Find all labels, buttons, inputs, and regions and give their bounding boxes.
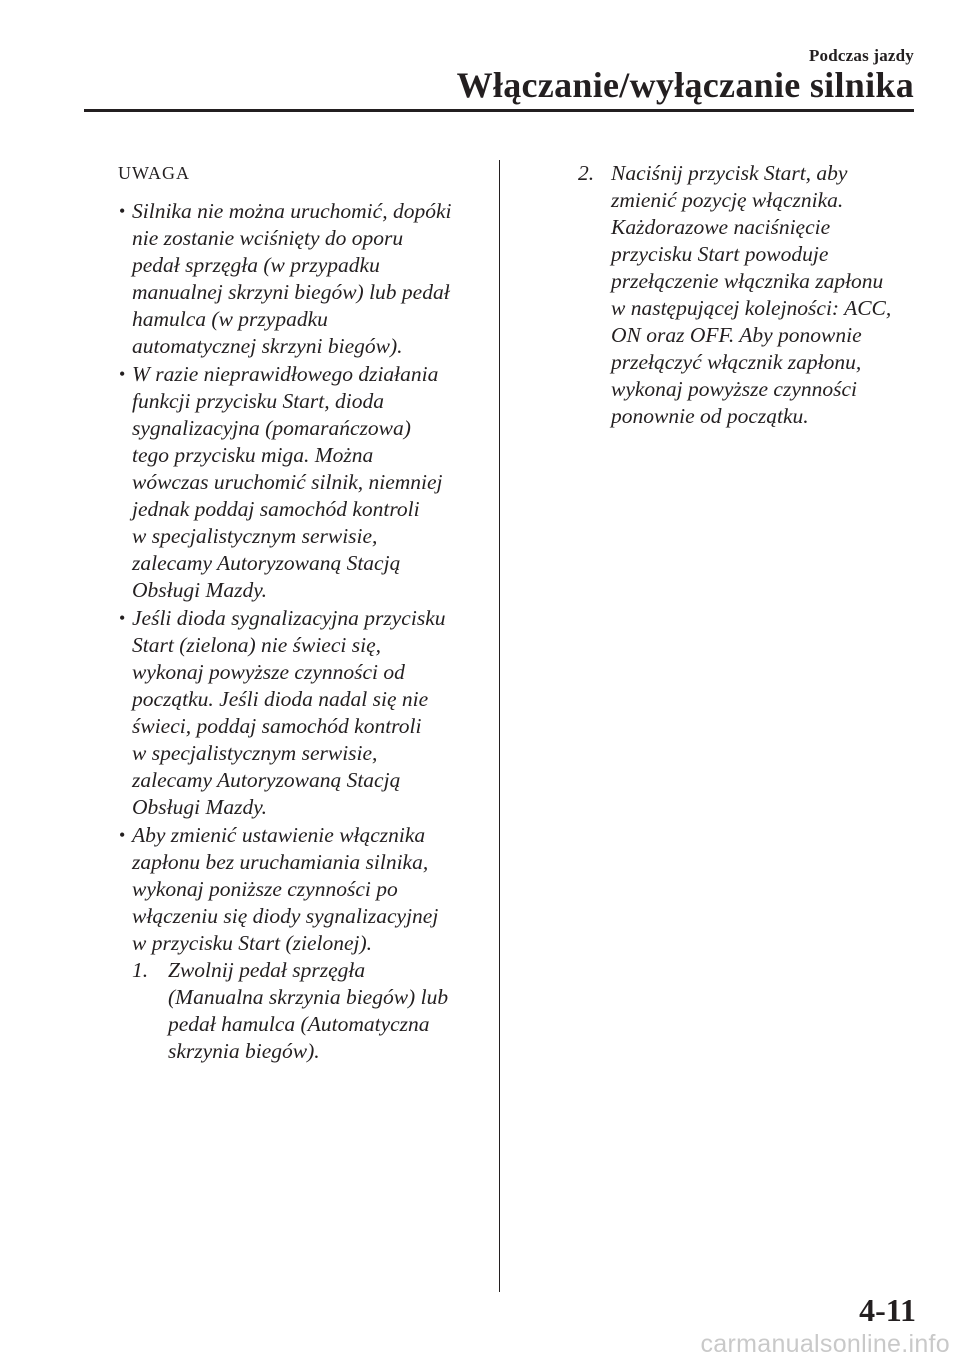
text-line: skrzynia biegów). (168, 1039, 320, 1063)
text-line: świeci, poddaj samochód kontroli (132, 714, 422, 738)
text-line: manualnej skrzyni biegów) lub pedał (132, 280, 450, 304)
text-line: zalecamy Autoryzowaną Stacją (132, 551, 401, 575)
text-line: przełączyć włącznik zapłonu, (611, 350, 862, 374)
note-bullet-item (108, 198, 488, 360)
step-number: 2. (578, 161, 595, 185)
column-divider (499, 160, 500, 1292)
text-line: Start (zielona) nie świeci się, (132, 633, 382, 657)
bullet-dot-icon: • (119, 364, 126, 384)
right-column (578, 160, 918, 430)
text-line: przełączenie włącznika zapłonu (611, 269, 884, 293)
text-line: (Manualna skrzynia biegów) lub (168, 985, 449, 1009)
text-line: ON oraz OFF. Aby ponownie (611, 323, 862, 347)
page-title: Włączanie/wyłączanie silnika (456, 65, 914, 105)
text-line: Silnika nie można uruchomić, dopóki (132, 199, 452, 223)
bullet-dot-icon: • (119, 201, 126, 221)
text-line: wówczas uruchomić silnik, niemniej (132, 470, 443, 494)
note-bullet-item (108, 822, 488, 1065)
text-line: Obsługi Mazdy. (132, 795, 267, 819)
step-2 (578, 160, 918, 430)
page-number: 4-11 (859, 1292, 916, 1328)
text-line: w następującej kolejności: ACC, (611, 296, 892, 320)
text-line: początku. Jeśli dioda nadal się nie (132, 687, 429, 711)
text-line: funkcji przycisku Start, dioda (132, 389, 384, 413)
text-line: zmienić pozycję włącznika. (611, 188, 844, 212)
text-line: w przycisku Start (zielonej). (132, 931, 373, 955)
text-line: wykonaj powyższe czynności od (132, 660, 405, 684)
text-line: pedał hamulca (Automatyczna (168, 1012, 430, 1036)
text-line: hamulca (w przypadku (132, 307, 328, 331)
text-line: Aby zmienić ustawienie włącznika (132, 823, 426, 847)
bullet-dot-icon: • (119, 608, 126, 628)
step-1 (132, 957, 488, 1065)
text-line: automatycznej skrzyni biegów). (132, 334, 403, 358)
note-heading: UWAGA (118, 163, 190, 183)
text-line: ponownie od początku. (611, 404, 809, 428)
text-line: zalecamy Autoryzowaną Stacją (132, 768, 401, 792)
text-line: Jeśli dioda sygnalizacyjna przycisku (132, 606, 446, 630)
text-line: Obsługi Mazdy. (132, 578, 267, 602)
header-rule (84, 109, 914, 112)
step-number: 1. (132, 958, 149, 982)
text-line: tego przycisku miga. Można (132, 443, 374, 467)
section-label: Podczas jazdy (808, 46, 914, 65)
text-line: wykonaj powyższe czynności (611, 377, 858, 401)
watermark: carmanualsonline.info (700, 1330, 950, 1358)
text-line: w specjalistycznym serwisie, (132, 741, 378, 765)
text-line: nie zostanie wciśnięty do oporu (132, 226, 404, 250)
text-line: przycisku Start powoduje (611, 242, 829, 266)
note-bullet-item (108, 361, 488, 604)
text-line: zapłonu bez uruchamiania silnika, (132, 850, 429, 874)
text-line: Każdorazowe naciśnięcie (611, 215, 831, 239)
note-bullet-list (108, 198, 488, 1065)
text-line: sygnalizacyjna (pomarańczowa) (132, 416, 411, 440)
note-bullet-item (108, 605, 488, 821)
left-column (108, 160, 488, 1066)
text-line: włączeniu się diody sygnalizacyjnej (132, 904, 439, 928)
text-line: jednak poddaj samochód kontroli (132, 497, 420, 521)
text-line: pedał sprzęgła (w przypadku (132, 253, 380, 277)
text-line: Naciśnij przycisk Start, aby (611, 161, 848, 185)
text-line: w specjalistycznym serwisie, (132, 524, 378, 548)
bullet-dot-icon: • (119, 825, 126, 845)
text-line: W razie nieprawidłowego działania (132, 362, 439, 386)
text-line: wykonaj poniższe czynności po (132, 877, 398, 901)
text-line: Zwolnij pedał sprzęgła (168, 958, 366, 982)
